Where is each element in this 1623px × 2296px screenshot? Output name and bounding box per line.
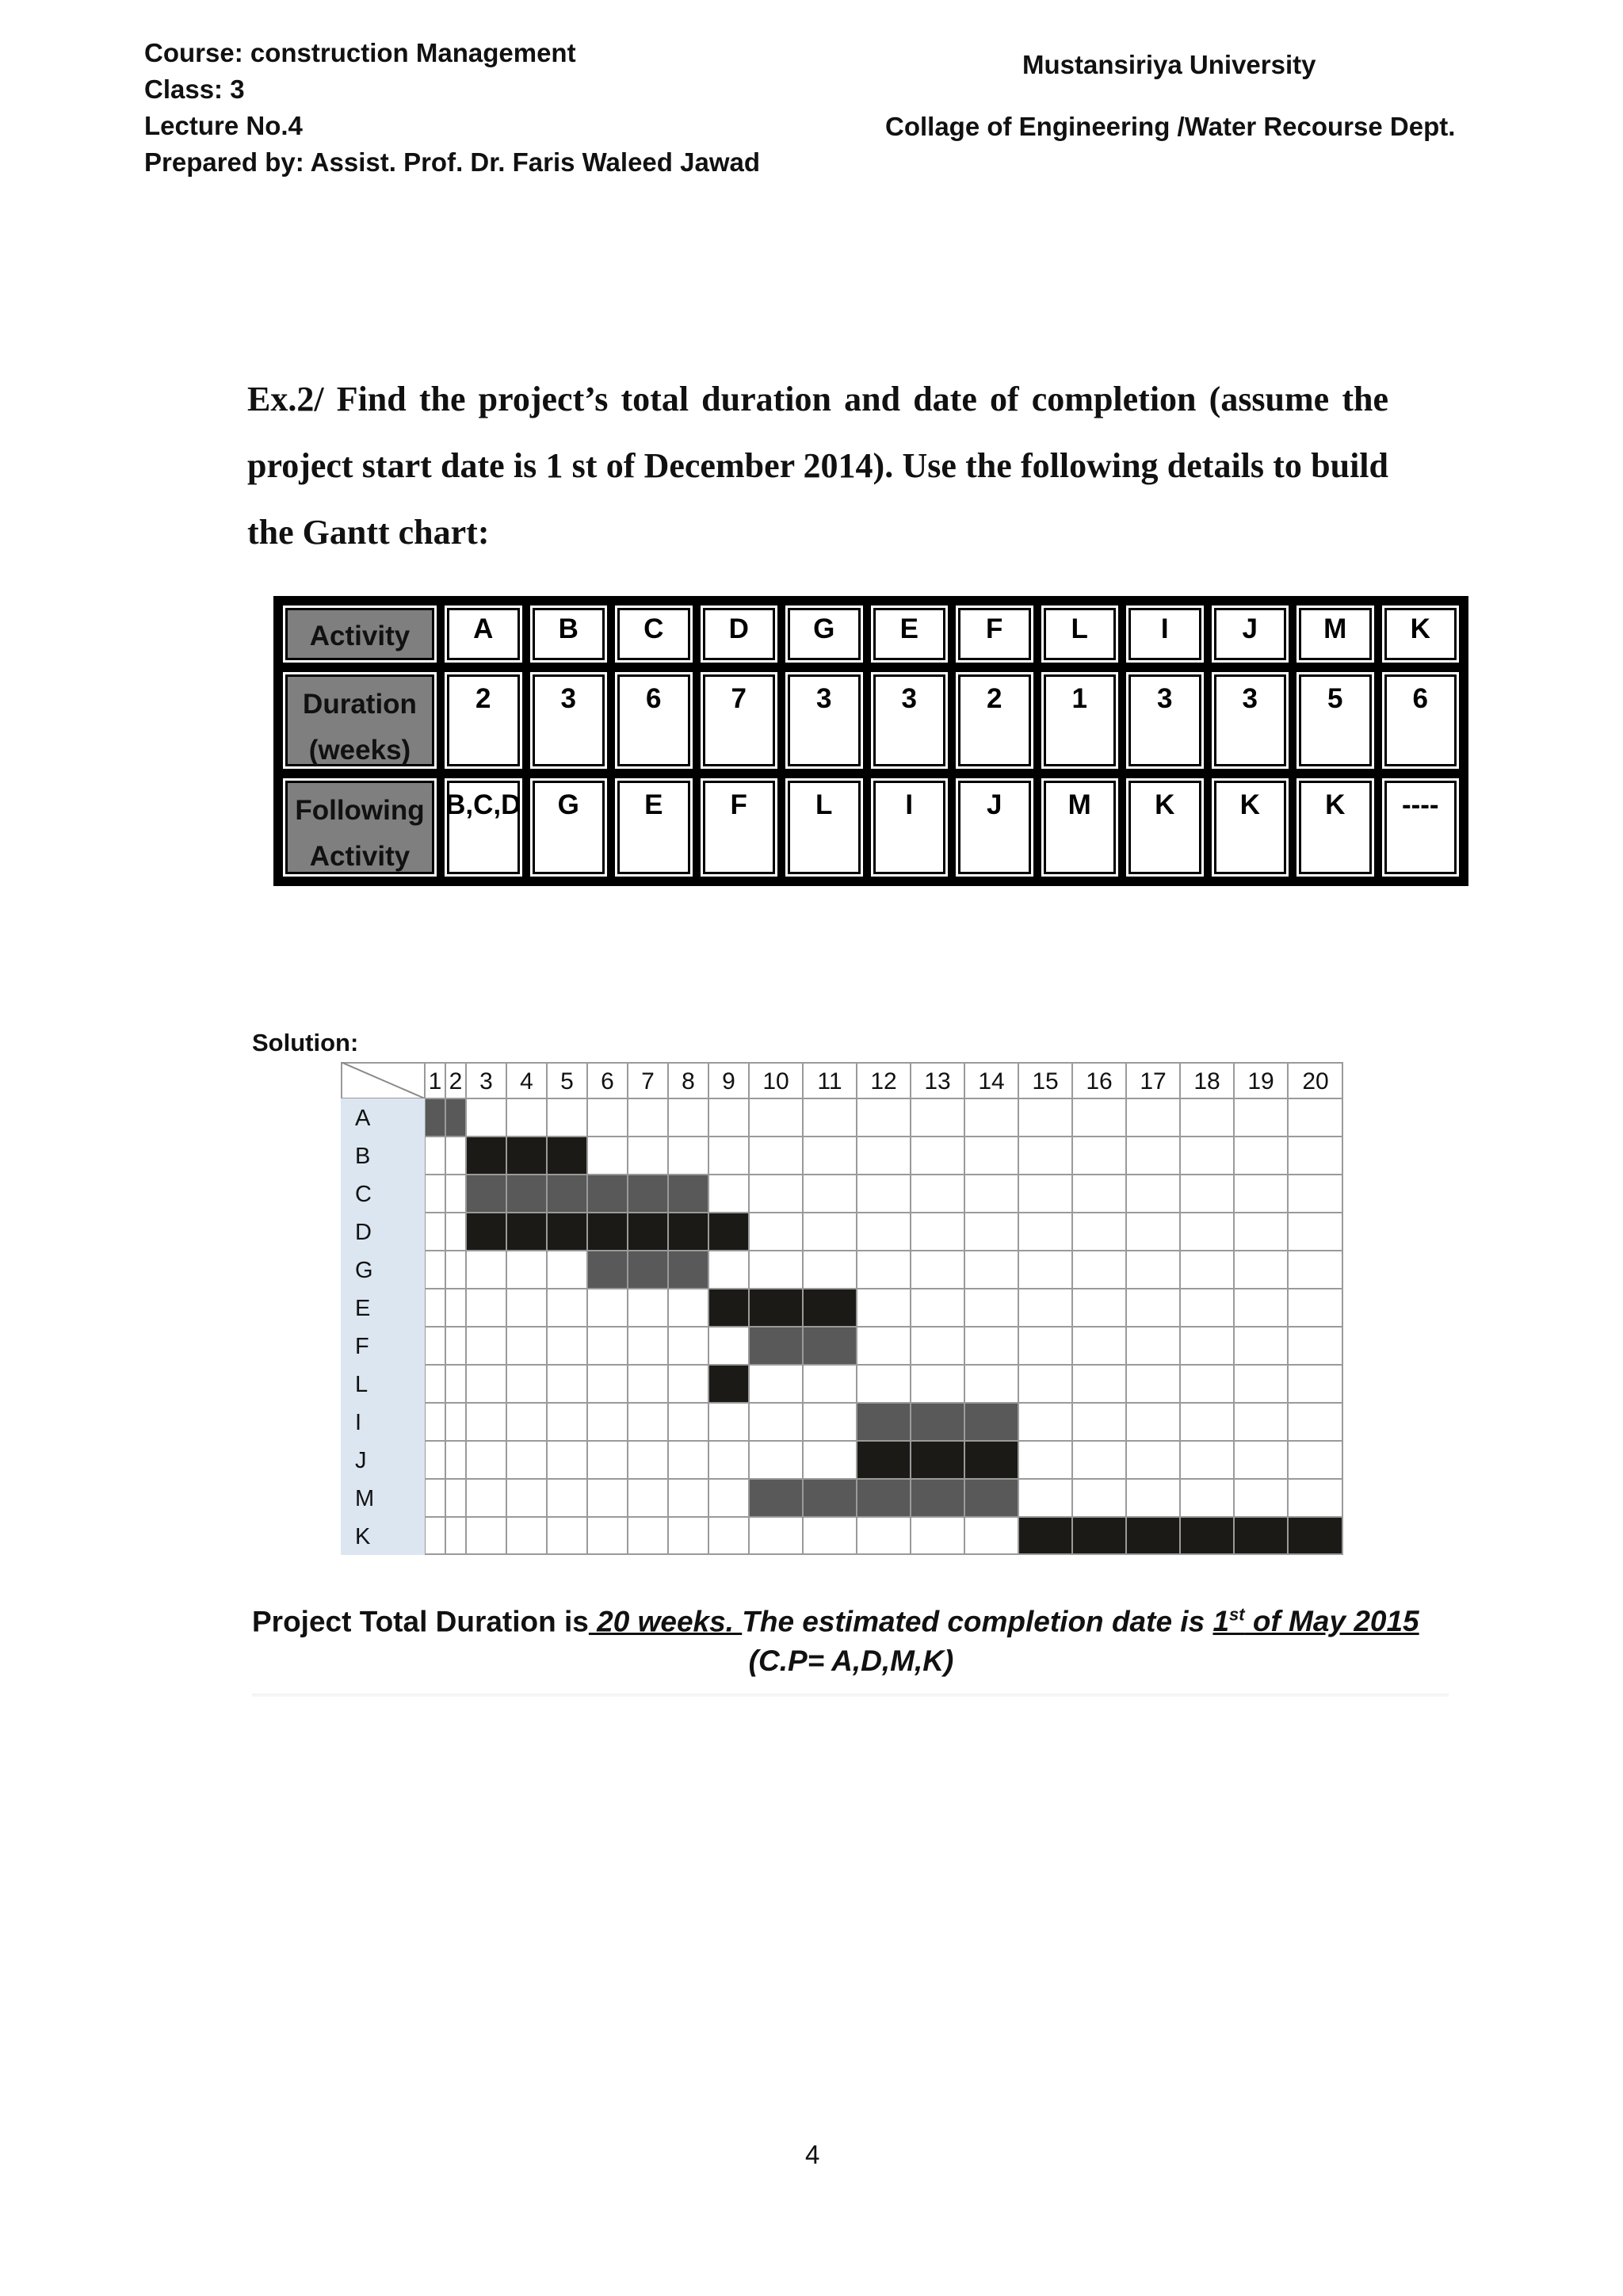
following-cell: J xyxy=(956,778,1033,877)
duration-cell: 3 xyxy=(871,672,949,769)
week-header: 18 xyxy=(1193,1068,1220,1095)
prepared-by-line: Prepared by: Assist. Prof. Dr. Faris Waleed Jawad xyxy=(144,147,760,177)
week-header: 3 xyxy=(479,1068,493,1095)
following-cell: K xyxy=(1126,778,1204,877)
result-date-rest: of May 2015 xyxy=(1244,1605,1419,1638)
critical-path: (C.P= A,D,M,K) xyxy=(748,1645,954,1678)
gantt-bar-cell xyxy=(708,1289,749,1327)
duration-cell: 2 xyxy=(445,672,522,769)
duration-cell: 6 xyxy=(1382,672,1460,769)
activity-row-label: A xyxy=(341,1098,425,1137)
gantt-bar-cell xyxy=(708,1213,749,1251)
week-header: 17 xyxy=(1140,1068,1167,1095)
gantt-bar-cell xyxy=(964,1441,1018,1479)
gantt-bar-cell xyxy=(964,1403,1018,1441)
solution-label: Solution: xyxy=(252,1029,359,1056)
gantt-bar-cell xyxy=(857,1403,911,1441)
activity-grid xyxy=(283,606,1459,877)
course-line: Course: construction Management xyxy=(144,38,576,67)
class-line: Class: 3 xyxy=(144,74,245,104)
week-header: 7 xyxy=(641,1068,655,1095)
gantt-bar-cell xyxy=(911,1403,964,1441)
activity-row-label: C xyxy=(341,1175,425,1213)
faded-divider xyxy=(252,1694,1449,1697)
activity-row-label: L xyxy=(341,1365,425,1403)
activity-row-label: I xyxy=(341,1403,425,1441)
gantt-bar-cell xyxy=(466,1137,506,1175)
activity-row-label: G xyxy=(341,1251,425,1289)
result-line-1 xyxy=(252,1595,1472,1641)
following-header-line1: Following xyxy=(295,795,425,826)
gantt-bar-cell xyxy=(628,1213,668,1251)
week-header: 14 xyxy=(978,1068,1005,1095)
duration-cell: 6 xyxy=(615,672,693,769)
gantt-bar-cell xyxy=(1288,1517,1343,1555)
activity-cell: D xyxy=(701,606,778,663)
activity-cell: K xyxy=(1382,606,1460,663)
activity-cell: A xyxy=(445,606,522,663)
gantt-bar-cell xyxy=(628,1251,668,1289)
gantt-bar-cell xyxy=(466,1213,506,1251)
gantt-chart xyxy=(341,1062,1385,1560)
gantt-bar-cell xyxy=(506,1137,547,1175)
gantt-bar-cell xyxy=(547,1213,587,1251)
result-date-day: 1 xyxy=(1212,1605,1230,1638)
activity-row-label: F xyxy=(341,1327,425,1365)
activity-cell: G xyxy=(785,606,863,663)
gantt-bar-cell xyxy=(1018,1517,1072,1555)
gantt-bar-cell xyxy=(857,1441,911,1479)
following-cell: G xyxy=(530,778,608,877)
gantt-bar-cell xyxy=(628,1175,668,1213)
following-cell: E xyxy=(615,778,693,877)
gantt-bar-cell xyxy=(425,1098,445,1137)
duration-cell: 1 xyxy=(1041,672,1119,769)
page-number: 4 xyxy=(805,2140,820,2169)
result-part2: The estimated completion date is xyxy=(742,1605,1213,1638)
week-header: 11 xyxy=(817,1068,842,1095)
following-cell: B,C,D xyxy=(445,778,522,877)
gantt-bar-cell xyxy=(1234,1517,1288,1555)
gantt-bar-cell xyxy=(803,1327,857,1365)
duration-header xyxy=(283,672,437,769)
gantt-bar-cell xyxy=(803,1289,857,1327)
gantt-bar-cell xyxy=(506,1213,547,1251)
week-header: 5 xyxy=(560,1068,574,1095)
gantt-bar-cell xyxy=(445,1098,466,1137)
duration-cell: 2 xyxy=(956,672,1033,769)
activity-cell: M xyxy=(1296,606,1374,663)
lecture-line: Lecture No.4 xyxy=(144,111,303,140)
gantt-bar-cell xyxy=(1126,1517,1180,1555)
activity-cell: J xyxy=(1212,606,1289,663)
week-header: 1 xyxy=(428,1068,442,1095)
result-part1: Project Total Duration is xyxy=(252,1605,589,1638)
week-header: 19 xyxy=(1247,1068,1274,1095)
duration-cell: 7 xyxy=(701,672,778,769)
gantt-bar-cell xyxy=(547,1137,587,1175)
course-info xyxy=(144,35,760,181)
gantt-bar-cell xyxy=(964,1479,1018,1517)
gantt-bar-cell xyxy=(1072,1517,1126,1555)
gantt-bar-cell xyxy=(547,1175,587,1213)
duration-cell: 3 xyxy=(785,672,863,769)
gantt-bar-cell xyxy=(1180,1517,1234,1555)
result-duration: 20 weeks. xyxy=(588,1605,743,1638)
week-header: 10 xyxy=(762,1068,789,1095)
duration-cell: 3 xyxy=(1126,672,1204,769)
activity-row-label: D xyxy=(341,1213,425,1251)
week-header: 6 xyxy=(601,1068,614,1095)
result-date-suffix: st xyxy=(1229,1605,1245,1625)
gantt-bar-cell xyxy=(466,1175,506,1213)
gantt-bar-cell xyxy=(668,1251,708,1289)
activity-row-label: J xyxy=(341,1441,425,1479)
gantt-bar-cell xyxy=(857,1479,911,1517)
gantt-corner xyxy=(341,1062,425,1098)
gantt-bar-cell xyxy=(749,1289,803,1327)
following-cell: M xyxy=(1041,778,1119,877)
gantt-bar-cell xyxy=(749,1327,803,1365)
university-name: Mustansiriya University xyxy=(1022,50,1316,79)
following-cell: K xyxy=(1212,778,1289,877)
activity-cell: C xyxy=(615,606,693,663)
gantt-bar-cell xyxy=(911,1441,964,1479)
activity-cell: L xyxy=(1041,606,1119,663)
gantt-bar-cell xyxy=(587,1213,628,1251)
gantt-bar-cell xyxy=(911,1479,964,1517)
gantt-bar-cell xyxy=(587,1251,628,1289)
result-date xyxy=(1212,1605,1419,1637)
activity-cell: I xyxy=(1126,606,1204,663)
gantt-bar-cell xyxy=(668,1213,708,1251)
duration-header-line1: Duration xyxy=(303,689,417,720)
result-statement xyxy=(252,1595,1472,1681)
week-header: 15 xyxy=(1032,1068,1059,1095)
activity-header-label: Activity xyxy=(309,621,411,651)
week-header: 8 xyxy=(682,1068,695,1095)
week-header: 20 xyxy=(1302,1068,1329,1095)
activity-cell: E xyxy=(871,606,949,663)
activity-cell: B xyxy=(530,606,608,663)
following-cell: ---- xyxy=(1382,778,1460,877)
activity-row-label: M xyxy=(341,1479,425,1517)
following-header-line2: Activity xyxy=(309,841,411,872)
week-header: 4 xyxy=(520,1068,533,1095)
week-header: 16 xyxy=(1086,1068,1113,1095)
college-name: Collage of Engineering /Water Recourse Dept. xyxy=(885,112,1456,141)
gantt-bar-cell xyxy=(749,1479,803,1517)
gantt-bar-cell xyxy=(668,1175,708,1213)
gantt-bar-cell xyxy=(708,1365,749,1403)
activity-header xyxy=(283,606,437,663)
following-cell: K xyxy=(1296,778,1374,877)
gantt-bar-cell xyxy=(587,1175,628,1213)
gantt-bar-cell xyxy=(803,1479,857,1517)
duration-header-line2: (weeks) xyxy=(308,735,411,766)
duration-cell: 3 xyxy=(530,672,608,769)
activity-table xyxy=(273,596,1468,886)
following-cell: L xyxy=(785,778,863,877)
activity-row-label: E xyxy=(341,1289,425,1327)
week-header: 13 xyxy=(924,1068,951,1095)
activity-row-label: K xyxy=(341,1517,425,1555)
question-text: Ex.2/ Find the project’s total duration and date of completion (assume the project start date is 1 st of December 2014). Use the following details to build the Gantt chart: xyxy=(247,380,1388,552)
duration-cell: 3 xyxy=(1212,672,1289,769)
week-header: 2 xyxy=(449,1068,463,1095)
activity-cell: F xyxy=(956,606,1033,663)
duration-cell: 5 xyxy=(1296,672,1374,769)
week-header: 9 xyxy=(722,1068,735,1095)
following-cell: I xyxy=(871,778,949,877)
week-header: 12 xyxy=(870,1068,897,1095)
activity-row-label: B xyxy=(341,1137,425,1175)
following-header xyxy=(283,778,437,877)
gantt-bar-cell xyxy=(506,1175,547,1213)
following-cell: F xyxy=(701,778,778,877)
